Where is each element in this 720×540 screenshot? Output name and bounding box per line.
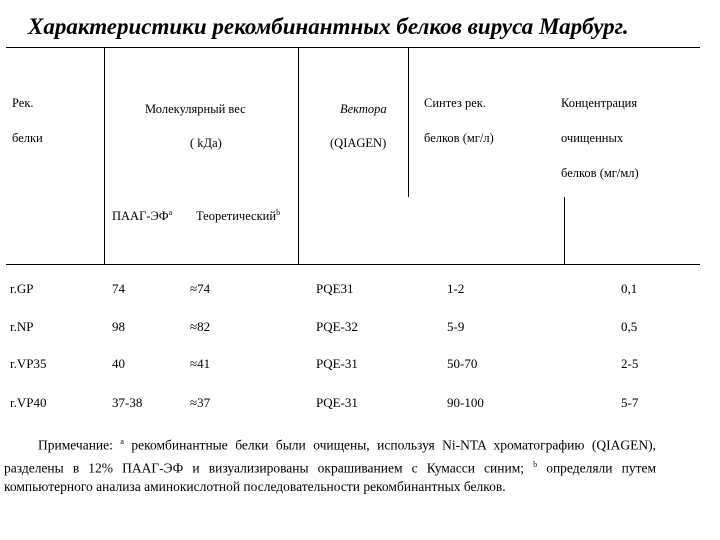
header-theoretical <box>196 208 280 224</box>
column-divider-4 <box>564 197 565 264</box>
cell-vector: PQE-32 <box>316 319 358 334</box>
header-synthesis-line1: Синтез рек. <box>424 96 486 110</box>
cell-concentration: 5-7 <box>621 395 639 410</box>
cell-sds: 98 <box>112 319 125 334</box>
header-theoretical-sup: b <box>276 208 281 217</box>
footnote <box>4 432 656 496</box>
footnote-sup-a: a <box>120 437 124 446</box>
header-vector-line1: Вектора <box>340 102 387 116</box>
column-divider-3 <box>408 47 409 197</box>
cell-vector: PQE31 <box>316 281 354 296</box>
header-concentration-line3: белков (мг/мл) <box>561 166 639 180</box>
cell-theoretical: ≈74 <box>190 281 211 296</box>
cell-protein: r.VP40 <box>10 395 47 410</box>
cell-synthesis: 90-100 <box>447 395 484 410</box>
cell-theoretical: ≈82 <box>190 319 211 334</box>
header-concentration-line1: Концентрация <box>561 96 638 110</box>
header-molweight-line1: Молекулярный вес <box>145 102 246 116</box>
header-theoretical-label: Теоретический <box>196 209 277 224</box>
cell-protein: r.GP <box>10 281 34 296</box>
column-divider-2 <box>298 47 299 264</box>
header-concentration-line2: очищенных <box>561 131 624 145</box>
header-sds-page-sup: a <box>168 208 173 217</box>
header-protein-line2: белки <box>12 131 43 145</box>
column-divider-1 <box>104 47 105 264</box>
page-title: Характеристики рекомбинантных белков вируса Марбург. <box>28 14 629 39</box>
footnote-label: Примечание: <box>38 437 113 453</box>
cell-vector: PQE-31 <box>316 356 358 371</box>
cell-synthesis: 50-70 <box>447 356 478 371</box>
cell-concentration: 0,1 <box>621 281 638 296</box>
cell-sds: 37-38 <box>112 395 143 410</box>
header-sds-page <box>112 208 172 224</box>
footnote-part1: рекомбинантные белки были очищены, используя Ni-NTA хроматографию (QIAGEN), разделены в 12% ПААГ-ЭФ и визуализированы окрашиванием с Кумасси синим; <box>4 437 656 475</box>
cell-protein: r.NP <box>10 319 34 334</box>
footnote-part2: определяли путем компьютерного анализа аминокислотной последовательности рекомбинантных белков. <box>4 460 657 494</box>
cell-concentration: 0,5 <box>621 319 638 334</box>
cell-concentration: 2-5 <box>621 356 639 371</box>
header-protein-line1: Рек. <box>12 96 34 110</box>
footnote-sup-b: b <box>533 459 538 469</box>
cell-theoretical: ≈41 <box>190 356 211 371</box>
title-underline <box>6 47 700 48</box>
cell-sds: 74 <box>112 281 125 296</box>
header-vector-line2: (QIAGEN) <box>330 136 387 150</box>
header-bottom-rule <box>6 264 700 265</box>
header-synthesis-line2: белков (мг/л) <box>424 131 494 145</box>
cell-synthesis: 1-2 <box>447 281 465 296</box>
cell-protein: r.VP35 <box>10 356 47 371</box>
cell-sds: 40 <box>112 356 125 371</box>
cell-theoretical: ≈37 <box>190 395 211 410</box>
cell-synthesis: 5-9 <box>447 319 465 334</box>
header-sds-page-label: ПААГ-ЭФ <box>112 209 169 224</box>
cell-vector: PQE-31 <box>316 395 358 410</box>
header-molweight-line2: ( kДа) <box>190 136 222 150</box>
